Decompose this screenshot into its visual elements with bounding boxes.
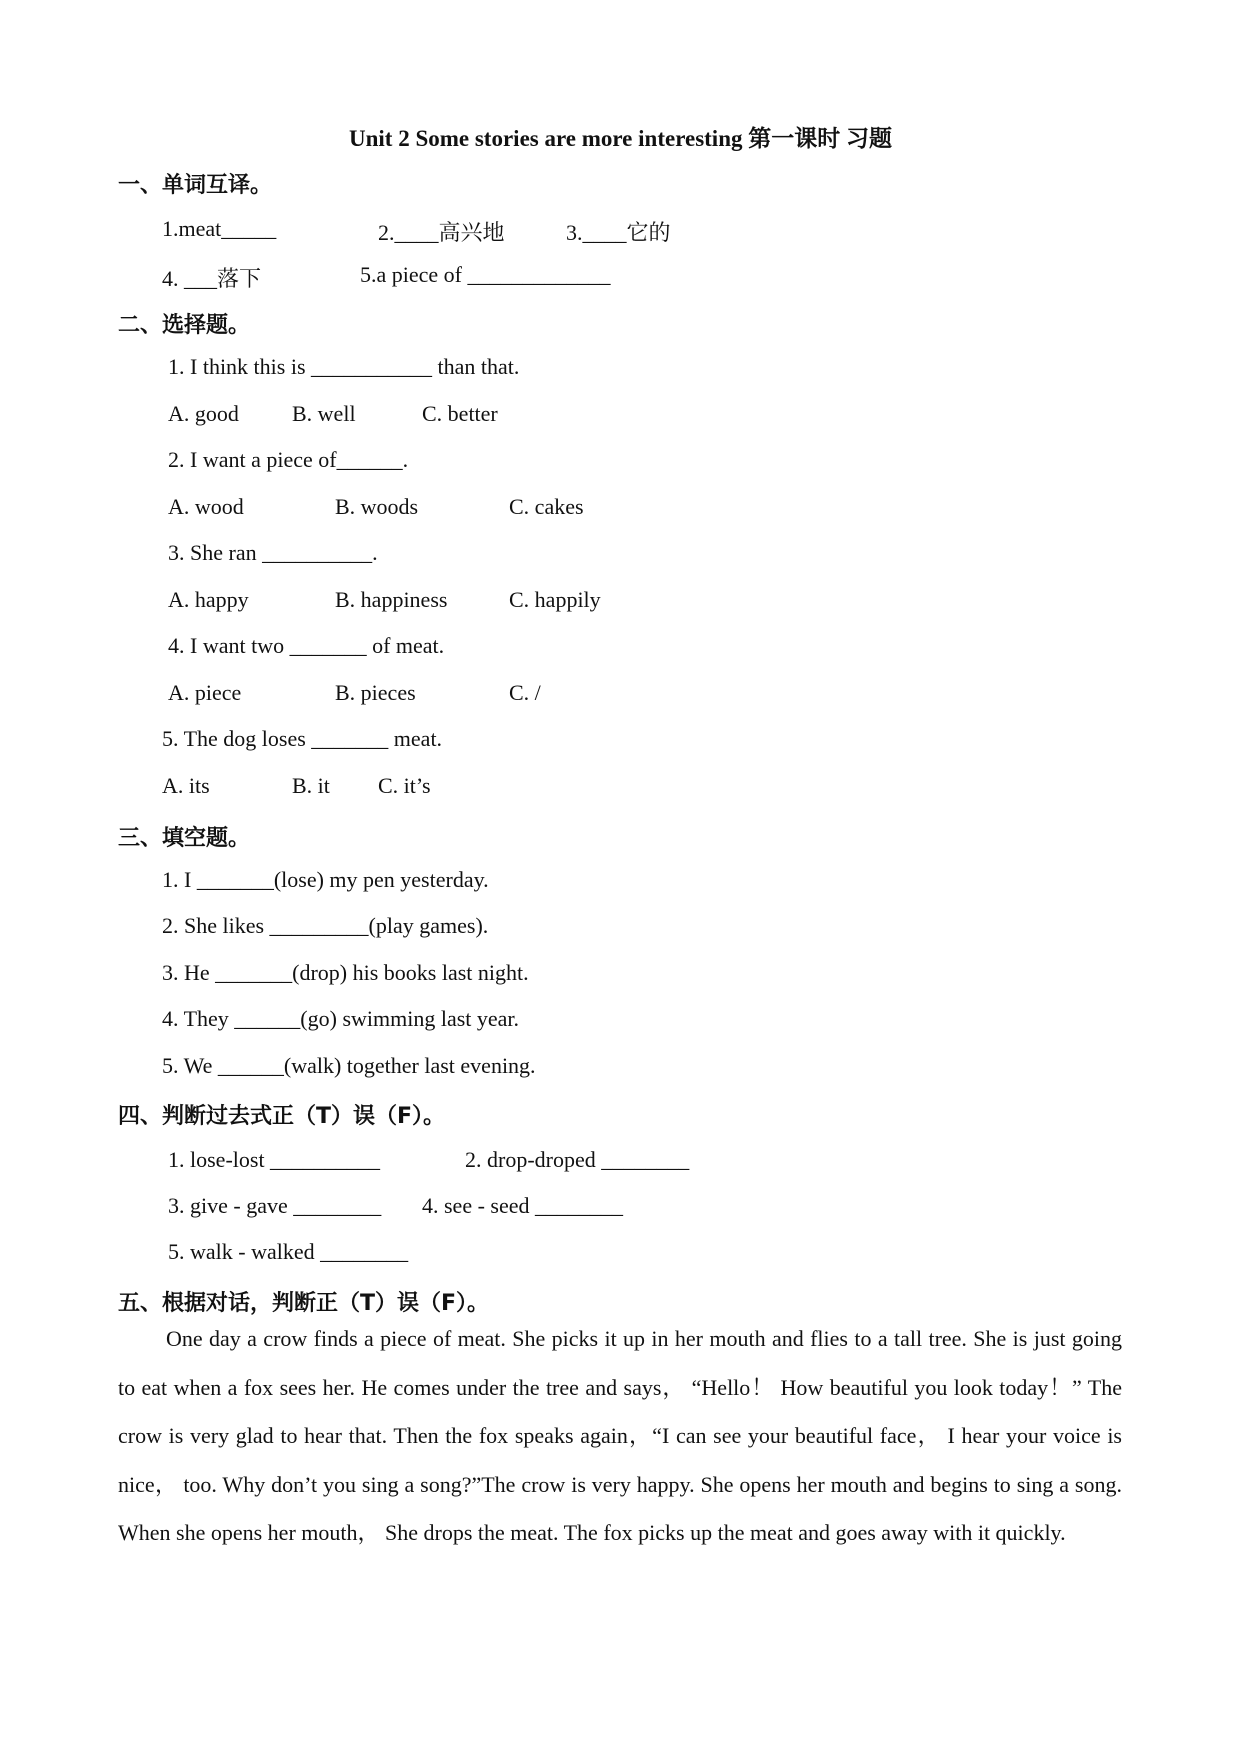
choice-option: A. good (168, 401, 239, 426)
choice-question-1: 1. I think this is ___________ than that. (168, 354, 520, 379)
vocab-item-1: 1.meat_____ (162, 216, 277, 241)
choice-option: C. happily (509, 587, 601, 612)
vocab-item-3: 3.____它的 (566, 220, 671, 245)
reading-passage-text: One day a crow finds a piece of meat. She picks it up in her mouth and flies to a tall tree. She is just going to eat when a fox sees her. He comes under the tree and says， “Hello！ How beautiful you look today！” The crow is very glad to hear that. Then the fox speaks again，“I can see your beautiful face， I hear your voice is nice， too. Why don’t you sing a song?”The crow is very happy. She opens her mouth and begins to sing a song. When she opens her mouth， She drops the meat. The fox picks up the meat and goes away with it quickly. (118, 1326, 1122, 1545)
fill-question-4: 4. They ______(go) swimming last year. (162, 1006, 520, 1031)
section-heading-2: 二、选择题。 (118, 313, 251, 338)
page-title: Unit 2 Some stories are more interesting 第一课时 习题 (349, 126, 892, 151)
tf-item-5: 5. walk - walked ________ (168, 1239, 409, 1264)
section-heading-4: 四、判断过去式正（T）误（F）。 (118, 1104, 446, 1129)
choice-option: B. pieces (335, 680, 416, 705)
choice-option: B. woods (335, 494, 419, 519)
vocab-item-5: 5.a piece of _____________ (360, 262, 611, 287)
fill-question-1: 1. I _______(lose) my pen yesterday. (162, 867, 489, 892)
choice-option: C. / (509, 680, 541, 705)
vocab-item-4: 4. ___落下 (162, 266, 262, 291)
choice-option: C. cakes (509, 494, 584, 519)
tf-item-2: 2. drop-droped ________ (465, 1147, 690, 1172)
choice-option: A. happy (168, 587, 249, 612)
tf-item-1: 1. lose-lost __________ (168, 1147, 381, 1172)
vocab-item-2: 2.____高兴地 (378, 220, 505, 245)
fill-question-5: 5. We ______(walk) together last evening. (162, 1053, 536, 1078)
tf-item-3: 3. give - gave ________ (168, 1193, 382, 1218)
section-heading-5: 五、根据对话，判断正（T）误（F）。 (118, 1291, 490, 1316)
choice-option: B. well (292, 401, 356, 426)
section-heading-3: 三、填空题。 (118, 826, 251, 851)
choice-question-3: 3. She ran __________. (168, 540, 378, 565)
choice-question-5: 5. The dog loses _______ meat. (162, 726, 443, 751)
choice-question-2: 2. I want a piece of______. (168, 447, 409, 472)
reading-passage (118, 1315, 1122, 1558)
tf-item-4: 4. see - seed ________ (422, 1193, 624, 1218)
fill-question-2: 2. She likes _________(play games). (162, 913, 489, 938)
choice-question-4: 4. I want two _______ of meat. (168, 633, 445, 658)
choice-option: A. piece (168, 680, 242, 705)
fill-question-3: 3. He _______(drop) his books last night. (162, 960, 529, 985)
choice-option: B. happiness (335, 587, 448, 612)
choice-option: A. wood (168, 494, 244, 519)
section-heading-1: 一、单词互译。 (118, 173, 273, 198)
choice-option: B. it (292, 773, 330, 798)
choice-option: A. its (162, 773, 210, 798)
choice-option: C. better (422, 401, 498, 426)
choice-option: C. it’s (378, 773, 431, 798)
